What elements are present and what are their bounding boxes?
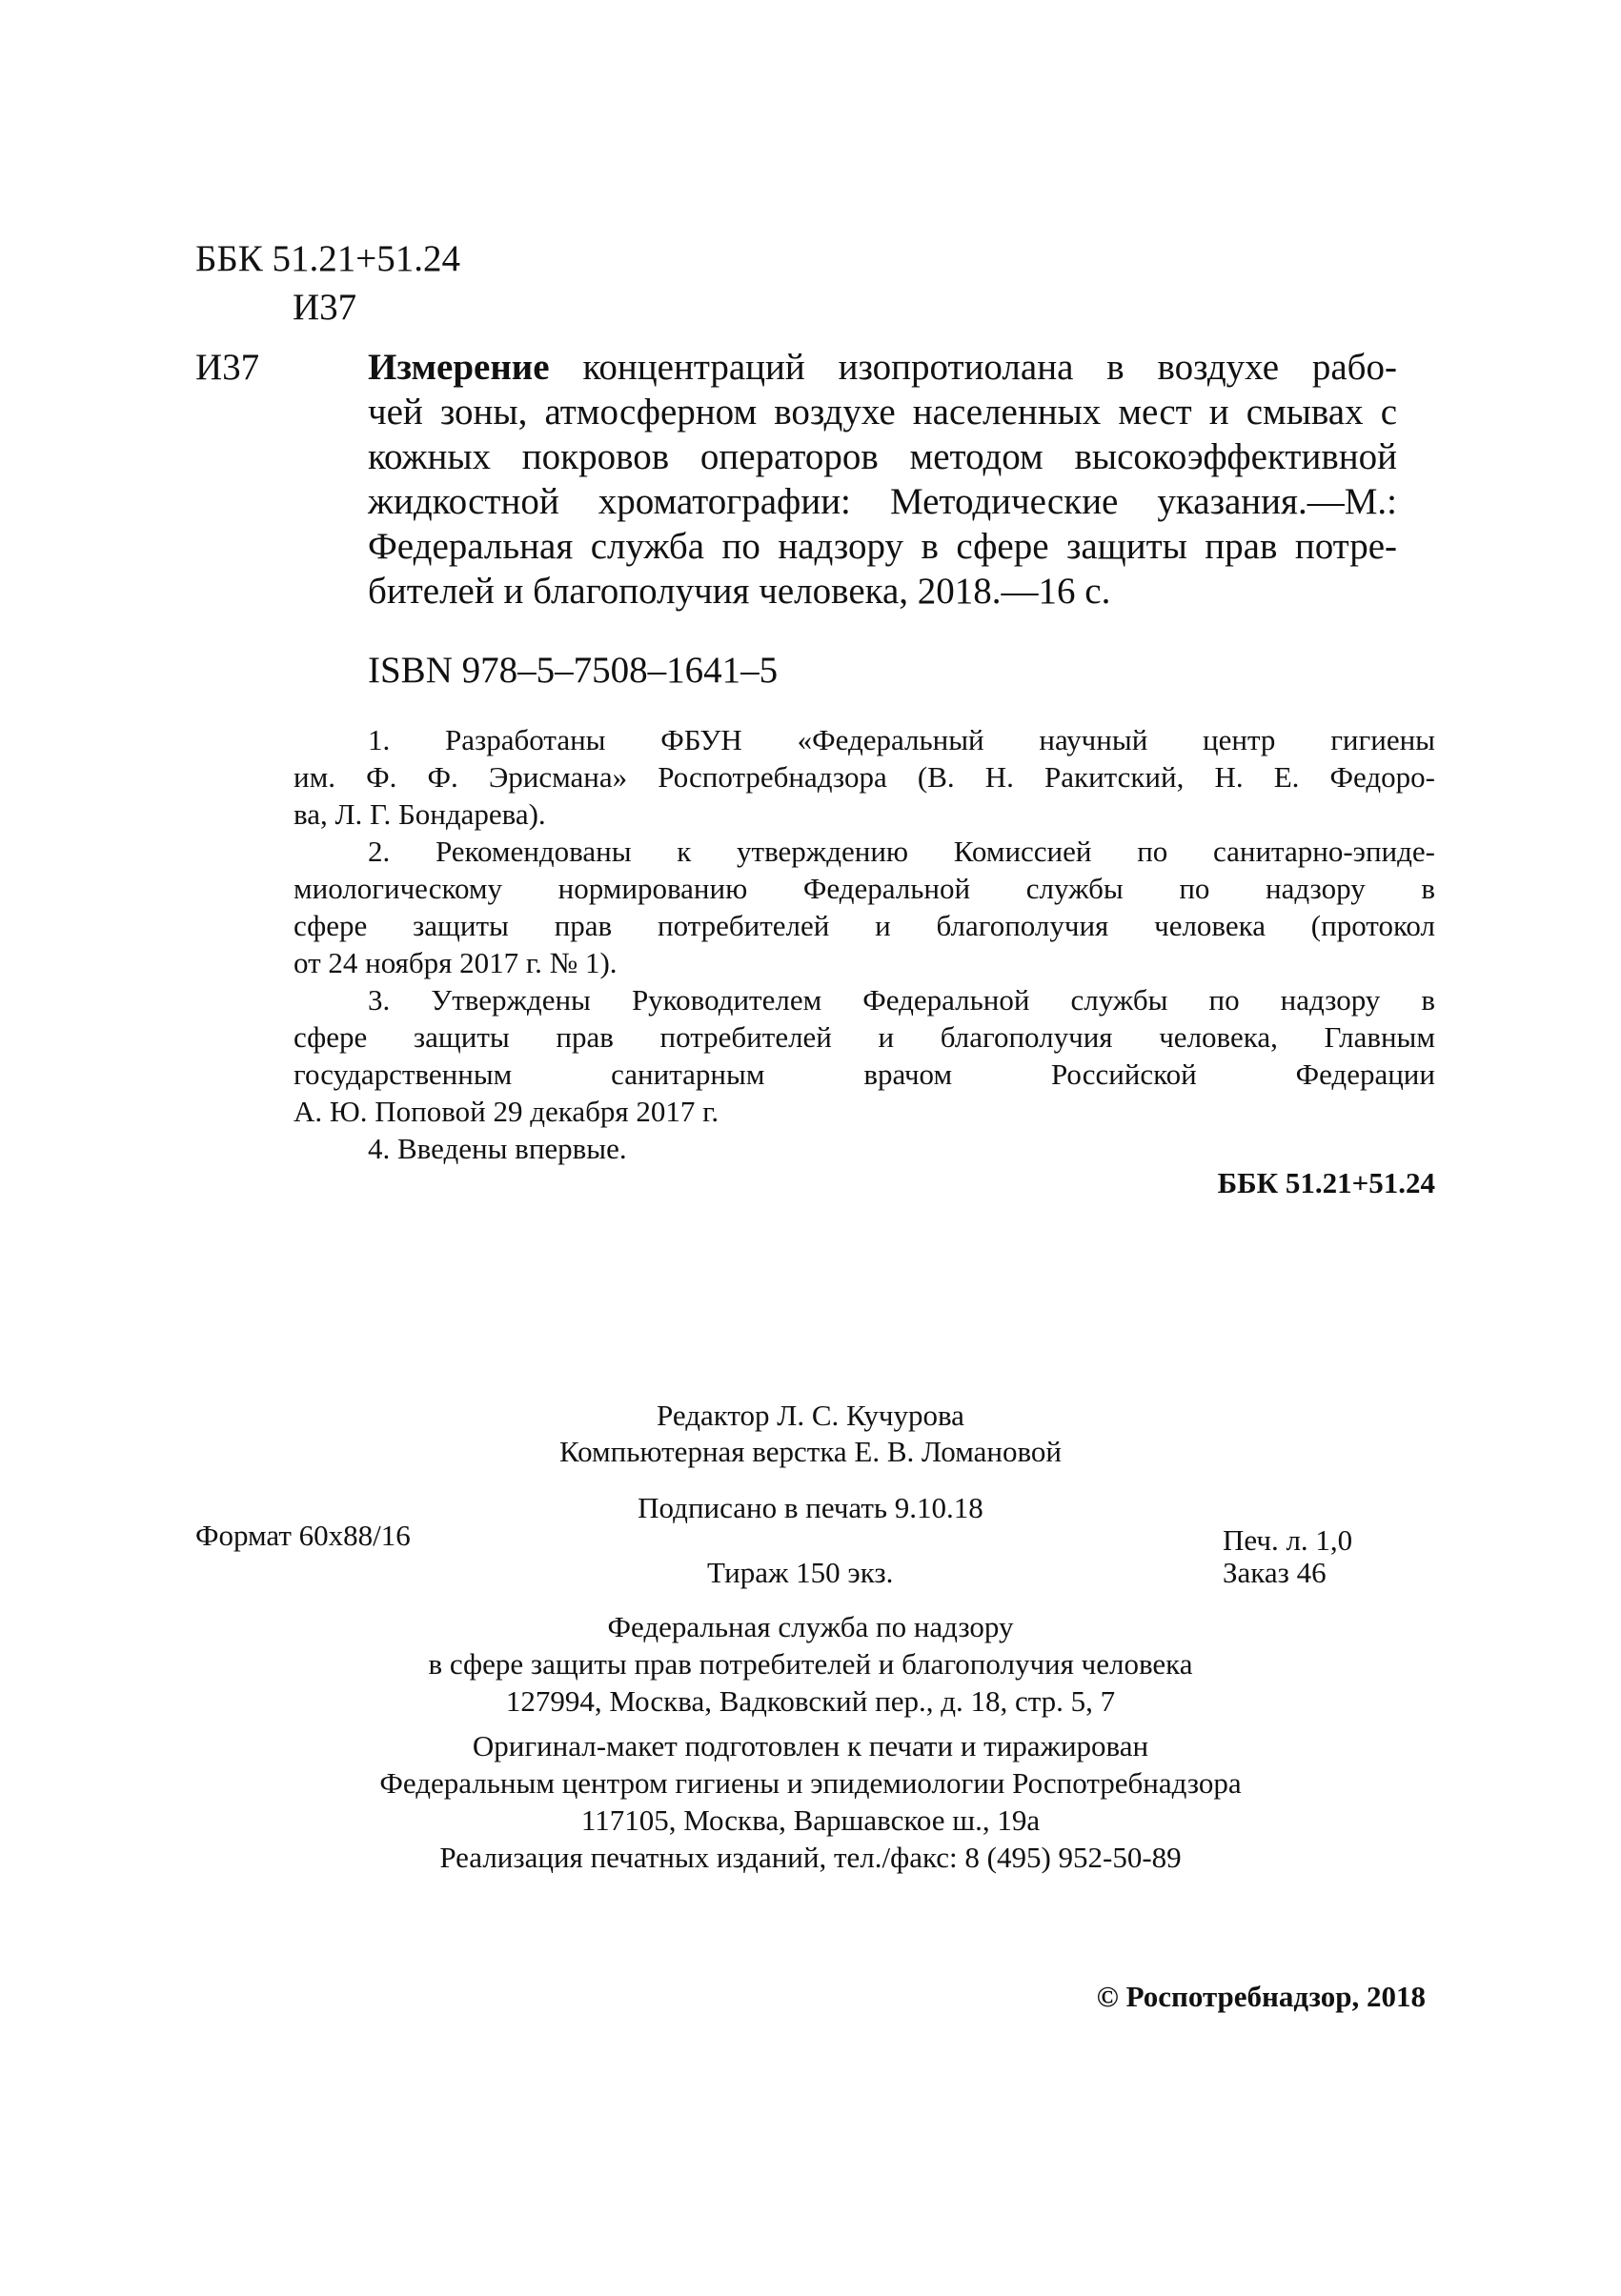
entry-line: концентраций изопротиолана в воздухе рабо- — [582, 347, 1397, 388]
note-3-line: 3. Утверждены Руководителем Федеральной службы по надзору в — [368, 983, 1435, 1017]
signed-line: Подписано в печать 9.10.18 — [638, 1491, 983, 1524]
layout-line: Компьютерная верстка Е. В. Ломановой — [559, 1435, 1062, 1468]
printer-block — [0, 1727, 1621, 1876]
note-4-line: 4. Введены впервые. — [368, 1132, 627, 1165]
publisher-line: 127994, Москва, Вадковский пер., д. 18, стр. 5, 7 — [505, 1684, 1116, 1718]
isbn: ISBN 978–5–7508–1641–5 — [368, 650, 779, 691]
printer-line: Оригинал-макет подготовлен к печати и тиражирован — [472, 1729, 1149, 1762]
publisher-line: в сфере защиты прав потребителей и благополучия человека — [428, 1647, 1193, 1681]
entry-line: жидкостной хроматографии: Методические указания.—М.: — [368, 481, 1397, 522]
printer-line: Реализация печатных изданий, тел./факс: 8 (495) 952-50-89 — [439, 1841, 1182, 1874]
printer-line: Федеральным центром гигиены и эпидемиологии Роспотребнадзора — [379, 1766, 1242, 1800]
note-2-line: сфере защиты прав потребителей и благополучия человека (протокол — [294, 909, 1435, 942]
note-1-line: 1. Разработаны ФБУН «Федеральный научный центр гигиены — [368, 723, 1435, 756]
editor-line: Редактор Л. С. Кучурова — [657, 1399, 964, 1432]
copyright: © Роспотребнадзор, 2018 — [1096, 1980, 1426, 2013]
format-line: Формат 60x88/16 — [195, 1519, 411, 1552]
note-1-line: им. Ф. Ф. Эрисмана» Роспотребнадзора (В. Н. Ракитский, Н. Е. Федоро- — [294, 760, 1435, 794]
order-line: Заказ 46 — [1223, 1556, 1327, 1589]
author-mark-entry: И37 — [195, 347, 260, 388]
note-2-line: 2. Рекомендованы к утверждению Комиссией по санитарно-эпиде- — [368, 835, 1435, 868]
author-mark-header: И37 — [293, 287, 357, 328]
note-3-line: государственным санитарным врачом Российской Федерации — [294, 1057, 1435, 1091]
bbk-right: ББК 51.21+51.24 — [1217, 1166, 1435, 1199]
printer-line: 117105, Москва, Варшавское ш., 19а — [580, 1803, 1041, 1837]
entry-line: Федеральная служба по надзору в сфере защиты прав потре- — [368, 526, 1397, 567]
note-3-line: А. Ю. Поповой 29 декабря 2017 г. — [294, 1095, 719, 1128]
note-1-line: ва, Л. Г. Бондарева). — [294, 797, 546, 831]
notes-block — [294, 721, 1435, 1167]
publisher-line: Федеральная служба по надзору — [607, 1610, 1014, 1643]
print-run-line: Тираж 150 экз. — [707, 1556, 894, 1589]
bbk-code: ББК 51.21+51.24 — [195, 238, 461, 279]
entry-line: чей зоны, атмосферном воздухе населенных мест и смывах с — [368, 392, 1397, 433]
entry-line: кожных покровов операторов методом высокоэффективной — [368, 436, 1397, 477]
entry-title-bold: Измерение — [368, 347, 550, 388]
entry-body — [368, 390, 1397, 614]
note-2-line: миологическому нормированию Федеральной службы по надзору в — [294, 872, 1435, 905]
note-2-line: от 24 ноября 2017 г. № 1). — [294, 946, 618, 979]
publisher-block — [0, 1608, 1621, 1720]
sheets-line: Печ. л. 1,0 — [1223, 1523, 1353, 1557]
note-3-line: сфере защиты прав потребителей и благополучия человека, Главным — [294, 1020, 1435, 1054]
entry-line: бителей и благополучия человека, 2018.—16 с. — [368, 571, 1111, 612]
entry-first-line — [368, 345, 1397, 390]
